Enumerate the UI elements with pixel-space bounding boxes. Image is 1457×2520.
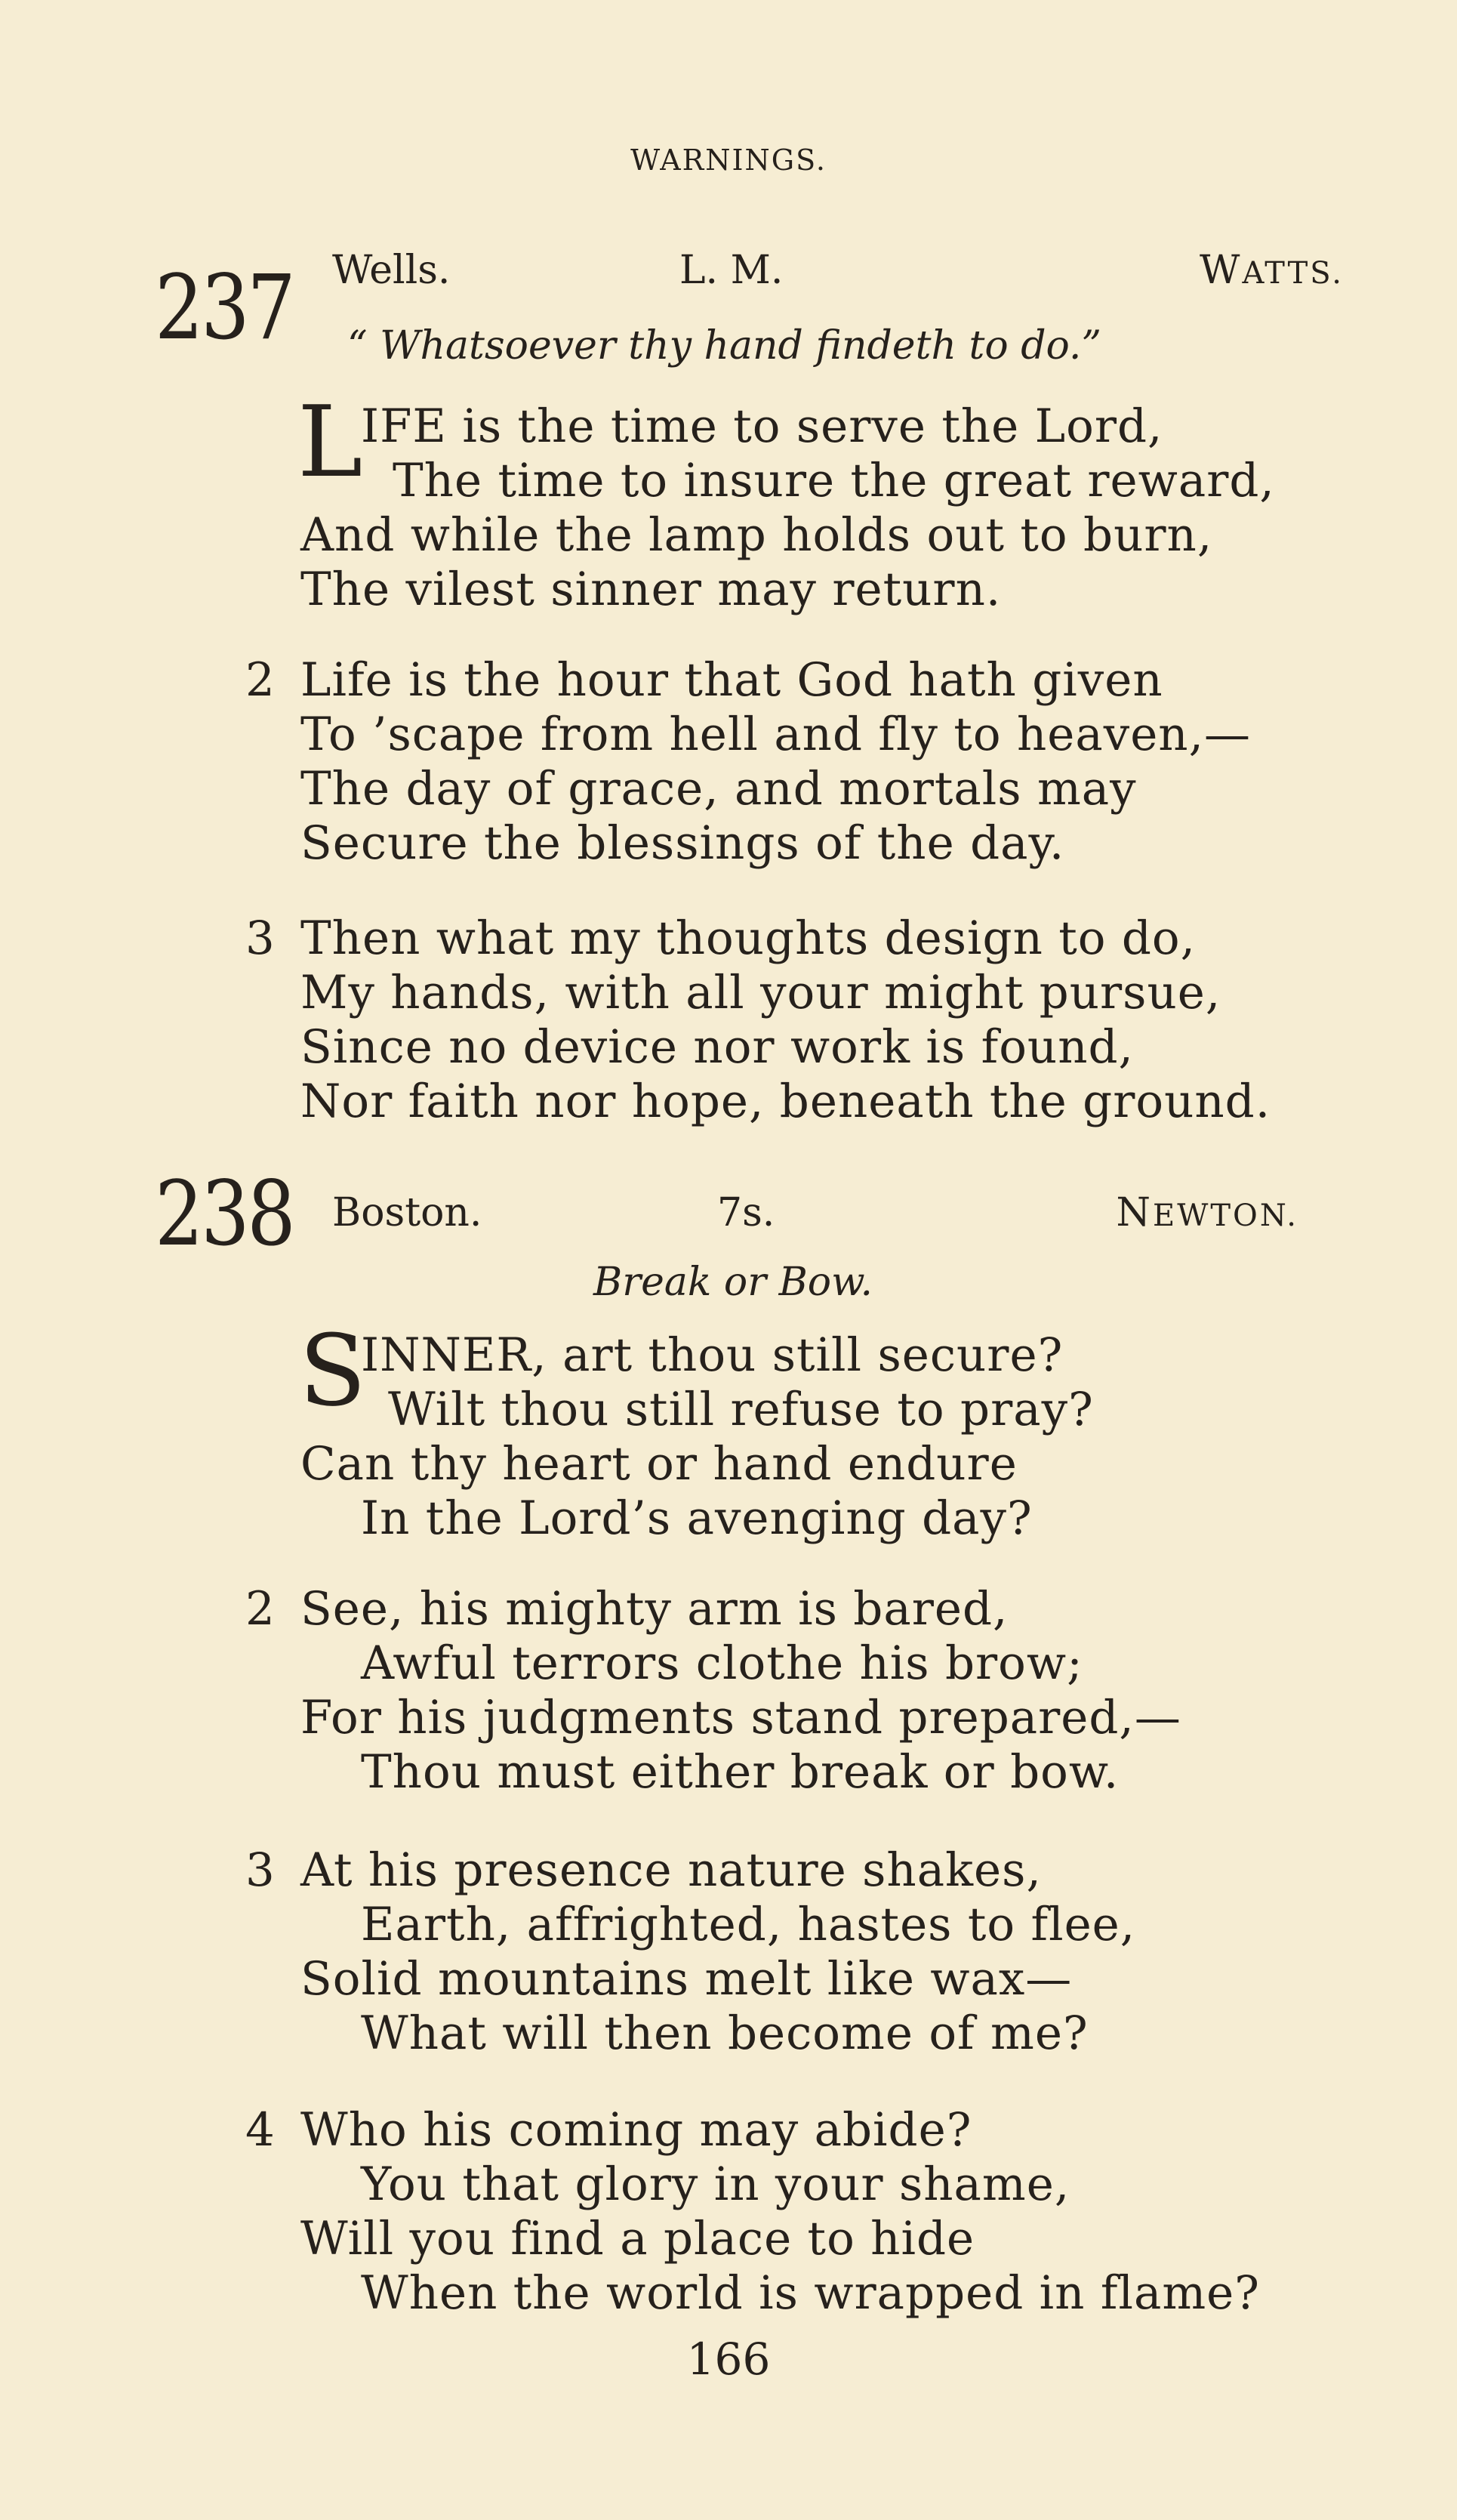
verse-line: Solid mountains melt like wax— <box>300 1952 1073 2006</box>
verse-line: To ’scape from hell and fly to heaven,— <box>300 708 1251 761</box>
verse-line: Nor faith nor hope, beneath the ground. <box>300 1075 1271 1128</box>
verse-line: The day of grace, and mortals may <box>300 762 1137 816</box>
tune-name: Wells. <box>332 248 451 293</box>
running-head: WARNINGS. <box>630 143 827 177</box>
hymn-number: 237 <box>155 255 294 359</box>
verse-line: Since no device nor work is found, <box>300 1020 1134 1074</box>
verse-line: Earth, affrighted, hastes to flee, <box>361 1898 1136 1951</box>
author-initial: N <box>1116 1190 1154 1235</box>
verse-line: At his presence nature shakes, <box>300 1843 1042 1897</box>
verse-line: What will then become of me? <box>361 2006 1089 2060</box>
verse-line: Who his coming may abide? <box>300 2103 972 2157</box>
verse-line: Will you find a place to hide <box>300 2212 975 2266</box>
drop-cap: S <box>299 1313 367 1428</box>
stanza-number: 3 <box>245 911 275 965</box>
verse-line: The vilest sinner may return. <box>300 563 1002 616</box>
verse-line: See, his mighty arm is bared, <box>300 1582 1009 1636</box>
verse-line: Secure the blessings of the day. <box>300 816 1065 870</box>
verse-line: You that glory in your shame, <box>361 2158 1070 2211</box>
verse-line: Life is the hour that God hath given <box>300 653 1163 707</box>
stanza-number: 4 <box>245 2103 275 2157</box>
page-number: 166 <box>686 2333 771 2385</box>
tune-name: Boston. <box>332 1190 482 1235</box>
verse-line: And while the lamp holds out to burn, <box>300 508 1213 562</box>
meter: L. M. <box>679 248 784 293</box>
verse-line: Awful terrors clothe his brow; <box>361 1636 1083 1690</box>
drop-cap: L <box>297 384 363 499</box>
verse-line: IFE is the time to serve the Lord, <box>361 399 1163 453</box>
author-rest: ATTS. <box>1242 256 1344 291</box>
verse-line: For his judgments stand prepared,— <box>300 1691 1181 1744</box>
author-rest: EWTON. <box>1153 1198 1298 1233</box>
hymn-number: 238 <box>155 1161 294 1266</box>
verse-line: The time to insure the great reward, <box>393 454 1275 507</box>
author <box>1200 248 1344 293</box>
verse-line: INNER, art thou still secure? <box>361 1328 1064 1382</box>
verse-line: My hands, with all your might pursue, <box>300 966 1221 1019</box>
stanza-number: 2 <box>245 1582 275 1636</box>
stanza-number: 3 <box>245 1843 275 1897</box>
hymn-subtitle: Break or Bow. <box>593 1260 873 1305</box>
hymn-subtitle: “ Whatsoever thy hand findeth to do.” <box>347 323 1102 369</box>
author <box>1117 1190 1298 1235</box>
verse-line: Wilt thou still refuse to pray? <box>388 1383 1094 1436</box>
verse-line: Thou must either break or bow. <box>361 1745 1120 1799</box>
verse-line: When the world is wrapped in flame? <box>361 2266 1260 2320</box>
verse-line: In the Lord’s avenging day? <box>361 1491 1033 1545</box>
stanza-number: 2 <box>245 653 275 707</box>
verse-line: Can thy heart or hand endure <box>300 1437 1018 1491</box>
verse-line: Then what my thoughts design to do, <box>300 911 1197 965</box>
author-initial: W <box>1200 248 1243 293</box>
meter: 7s. <box>717 1190 775 1235</box>
